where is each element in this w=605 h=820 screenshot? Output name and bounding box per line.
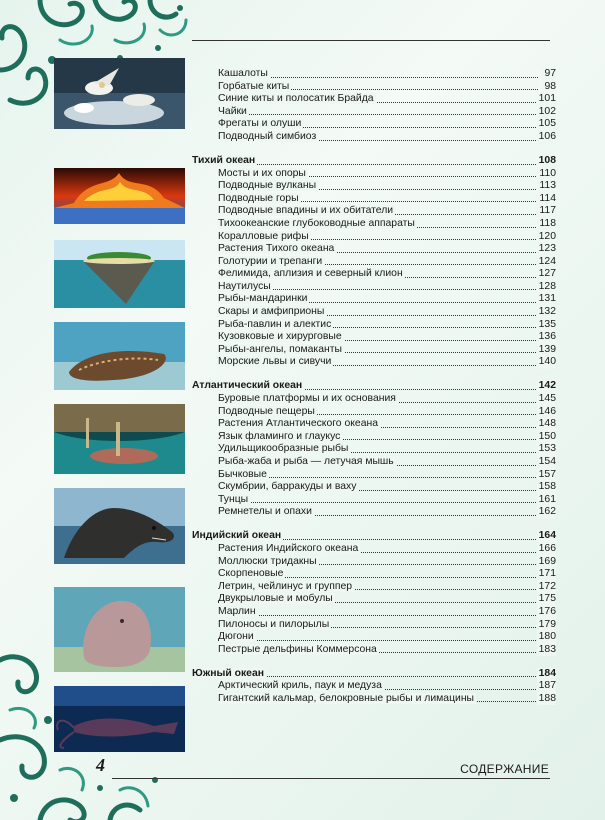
- underwater-cave-photo: [54, 404, 185, 474]
- toc-entry[interactable]: [218, 106, 556, 119]
- toc-entry-page: 158: [538, 481, 556, 493]
- toc-entry-title: Бычковые: [218, 468, 267, 480]
- toc-entry-title: Рыба-павлин и алектис: [218, 318, 332, 330]
- toc-entry[interactable]: [218, 543, 556, 556]
- toc-entry[interactable]: [218, 319, 556, 332]
- toc-entry-title: Чайки: [218, 105, 247, 117]
- toc-entry-page: 175: [538, 593, 556, 605]
- toc-entry[interactable]: [218, 406, 556, 419]
- toc-entry-page: 162: [538, 506, 556, 518]
- toc-entry-title: Гигантский кальмар, белокровные рыбы и лимацины: [218, 692, 475, 704]
- toc-entry-page: 180: [538, 631, 556, 643]
- toc-entry-page: 114: [539, 192, 556, 204]
- toc-entry-page: 183: [538, 643, 556, 655]
- toc-entry[interactable]: [218, 93, 556, 106]
- page-number: 4: [96, 755, 105, 775]
- section-gap: [218, 369, 556, 380]
- toc-entry-title: Рыба-жаба и рыба — летучая мышь: [218, 456, 394, 467]
- toc-entry[interactable]: [218, 606, 556, 619]
- toc-entry-title: Подводные вулканы: [218, 180, 317, 192]
- toc-entry[interactable]: [218, 205, 556, 218]
- toc-section-heading[interactable]: [192, 530, 556, 543]
- toc-entry[interactable]: [218, 631, 556, 644]
- toc-entry-page: 172: [538, 580, 556, 592]
- toc-entry-page: 97: [544, 68, 556, 79]
- toc-entry-title: Летрин, чейлинус и группер: [218, 580, 353, 592]
- giant-squid-photo: [54, 686, 185, 752]
- toc-entry-title: Скумбрии, барракуды и ваху: [218, 481, 357, 493]
- toc-entry-page: 127: [538, 268, 556, 280]
- toc-entry[interactable]: [218, 443, 556, 456]
- toc-entry-title: Мосты и их опоры: [218, 167, 306, 179]
- toc-entry-title: Пилоносы и пилорылы: [218, 618, 330, 630]
- toc-entry-page: 154: [538, 456, 556, 467]
- toc-entry-title: Южный океан: [192, 667, 265, 679]
- toc-entry[interactable]: [218, 193, 556, 206]
- toc-entry-title: Подводные впадины и их обитатели: [218, 205, 394, 217]
- table-of-contents: [192, 68, 556, 705]
- toc-entry-page: 140: [538, 356, 556, 368]
- toc-entry-title: Тихоокеанские глубоководные аппараты: [218, 217, 415, 229]
- toc-entry[interactable]: [218, 456, 556, 469]
- toc-entry-page: 101: [538, 93, 556, 105]
- toc-entry-page: 184: [538, 667, 556, 679]
- toc-entry-title: Скорпеновые: [218, 568, 284, 580]
- toc-entry[interactable]: [218, 268, 556, 281]
- toc-entry[interactable]: [218, 431, 556, 444]
- toc-entry-title: Скары и амфиприоны: [218, 306, 325, 318]
- toc-entry-page: 161: [538, 493, 556, 505]
- toc-entry-title: Арктический криль, паук и медуза: [218, 680, 382, 692]
- toc-entry-page: 117: [539, 205, 556, 217]
- toc-entry-page: 113: [539, 180, 556, 192]
- toc-entry-title: Рыбы-мандаринки: [218, 293, 308, 305]
- toc-entry-title: Моллюски тридакны: [218, 555, 317, 567]
- toc-entry-page: 150: [538, 430, 556, 442]
- toc-entry-title: Ремнетелы и опахи: [218, 506, 312, 518]
- leader-dots: [218, 615, 538, 616]
- toc-entry[interactable]: [218, 494, 556, 507]
- toc-entry-page: 110: [539, 167, 556, 179]
- toc-entry-page: 98: [544, 80, 556, 92]
- toc-entry[interactable]: [218, 593, 556, 606]
- toc-entry-page: 136: [538, 331, 556, 343]
- toc-entry[interactable]: [218, 243, 556, 256]
- toc-entry[interactable]: [218, 344, 556, 357]
- toc-entry-title: Марлин: [218, 605, 256, 617]
- leader-dots: [218, 502, 538, 503]
- toc-entry-title: Фрегаты и олуши: [218, 118, 302, 130]
- toc-entry[interactable]: [218, 418, 556, 431]
- toc-entry-page: 106: [538, 130, 556, 142]
- toc-entry[interactable]: [218, 293, 556, 306]
- toc-entry-page: 139: [538, 343, 556, 355]
- leader-dots: [218, 640, 538, 641]
- toc-entry[interactable]: [218, 281, 556, 294]
- toc-section-heading[interactable]: [192, 668, 556, 681]
- footer-title: СОДЕРЖАНИЕ: [460, 762, 549, 776]
- toc-entry[interactable]: [218, 693, 556, 706]
- toc-entry-title: Пестрые дельфины Коммерсона: [218, 643, 377, 655]
- toc-entry-title: Буровые платформы и их основания: [218, 393, 396, 405]
- toc-entry-page: 128: [538, 280, 556, 292]
- toc-entry-title: Морские львы и сивучи: [218, 356, 332, 368]
- toc-entry-title: Кузовковые и хирурговые: [218, 331, 342, 343]
- toc-entry[interactable]: [218, 256, 556, 269]
- toc-entry-page: 171: [538, 568, 556, 580]
- toc-entry-page: 166: [538, 542, 556, 554]
- toc-entry[interactable]: [218, 506, 556, 519]
- toc-entry-title: Растения Тихого океана: [218, 243, 335, 255]
- toc-entry[interactable]: [218, 568, 556, 581]
- section-gap: [218, 656, 556, 667]
- toc-entry[interactable]: [218, 180, 556, 193]
- toc-entry[interactable]: [218, 680, 556, 693]
- fur-seal-photo: [54, 488, 185, 564]
- toc-entry[interactable]: [218, 81, 556, 94]
- top-rule: [192, 40, 550, 41]
- toc-entry-title: Атлантический океан: [192, 380, 303, 392]
- gannets-diving-photo: [54, 58, 185, 129]
- toc-entry[interactable]: [218, 356, 556, 369]
- toc-entry-page: 105: [538, 118, 556, 130]
- sea-cucumber-photo: [54, 322, 185, 390]
- toc-entry[interactable]: [218, 619, 556, 632]
- bottom-rule: [112, 778, 550, 779]
- toc-entry-page: 108: [538, 154, 556, 166]
- toc-entry[interactable]: [218, 331, 556, 344]
- toc-section-heading[interactable]: [192, 155, 556, 168]
- toc-entry-title: Кашалоты: [218, 68, 268, 79]
- underwater-volcano-photo: [54, 168, 185, 224]
- toc-entry-page: 120: [538, 230, 556, 242]
- toc-entry-title: Рыбы-ангелы, помаканты: [218, 343, 342, 355]
- toc-entry-page: 124: [538, 255, 556, 267]
- toc-entry-page: 118: [539, 217, 556, 229]
- toc-entry[interactable]: [218, 469, 556, 482]
- toc-entry-title: Голотурии и трепанги: [218, 255, 323, 267]
- toc-entry-page: 145: [538, 393, 556, 405]
- toc-entry[interactable]: [218, 644, 556, 657]
- toc-entry-title: Индийский океан: [192, 530, 282, 542]
- toc-entry[interactable]: [218, 393, 556, 406]
- toc-entry-title: Дюгони: [218, 631, 254, 643]
- toc-entry[interactable]: [218, 118, 556, 131]
- toc-entry[interactable]: [218, 131, 556, 144]
- toc-entry-title: Язык фламинго и глаукус: [218, 430, 341, 442]
- section-gap: [218, 519, 556, 530]
- toc-entry-page: 153: [538, 443, 556, 455]
- toc-entry-page: 102: [538, 105, 556, 117]
- toc-entry-title: Подводные горы: [218, 192, 299, 204]
- toc-entry-title: Коралловые рифы: [218, 230, 309, 242]
- section-gap: [218, 144, 556, 155]
- toc-entry-title: Растения Атлантического океана: [218, 418, 378, 430]
- toc-entry-page: 135: [538, 318, 556, 330]
- toc-entry[interactable]: [218, 556, 556, 569]
- toc-entry-title: Фелимида, аплизия и северный клион: [218, 268, 403, 280]
- toc-entry[interactable]: [218, 168, 556, 181]
- toc-entry[interactable]: [218, 218, 556, 231]
- toc-entry-page: 148: [538, 418, 556, 430]
- toc-entry-page: 131: [538, 293, 556, 305]
- toc-entry-page: 188: [538, 692, 556, 704]
- toc-entry-title: Подводный симбиоз: [218, 130, 317, 142]
- toc-entry-title: Двукрыловые и мобулы: [218, 593, 333, 605]
- leader-dots: [218, 114, 538, 115]
- toc-entry-title: Синие киты и полосатик Брайда: [218, 93, 374, 105]
- toc-entry-page: 123: [538, 243, 556, 255]
- toc-entry-page: 176: [538, 605, 556, 617]
- toc-entry-page: 142: [538, 380, 556, 392]
- toc-section-heading[interactable]: [192, 380, 556, 393]
- toc-entry[interactable]: [218, 581, 556, 594]
- toc-entry[interactable]: [218, 68, 556, 81]
- toc-entry-page: 169: [538, 555, 556, 567]
- toc-entry-title: Горбатые киты: [218, 80, 290, 92]
- dugong-photo: [54, 587, 185, 672]
- toc-entry-title: Наутилусы: [218, 280, 271, 292]
- toc-entry-title: Растения Индийского океана: [218, 542, 359, 554]
- toc-entry-title: Тунцы: [218, 493, 249, 505]
- toc-entry-page: 179: [538, 618, 556, 630]
- toc-entry-page: 132: [538, 306, 556, 318]
- toc-entry-title: Подводные пещеры: [218, 405, 315, 417]
- toc-entry-page: 187: [538, 680, 556, 692]
- toc-entry[interactable]: [218, 306, 556, 319]
- toc-entry[interactable]: [218, 231, 556, 244]
- toc-entry[interactable]: [218, 481, 556, 494]
- toc-entry-title: Тихий океан: [192, 154, 256, 166]
- toc-entry-page: 164: [538, 530, 556, 542]
- tropical-island-photo: [54, 240, 185, 308]
- toc-entry-page: 157: [538, 468, 556, 480]
- toc-entry-page: 146: [538, 405, 556, 417]
- toc-entry-title: Удильщикообразные рыбы: [218, 443, 349, 455]
